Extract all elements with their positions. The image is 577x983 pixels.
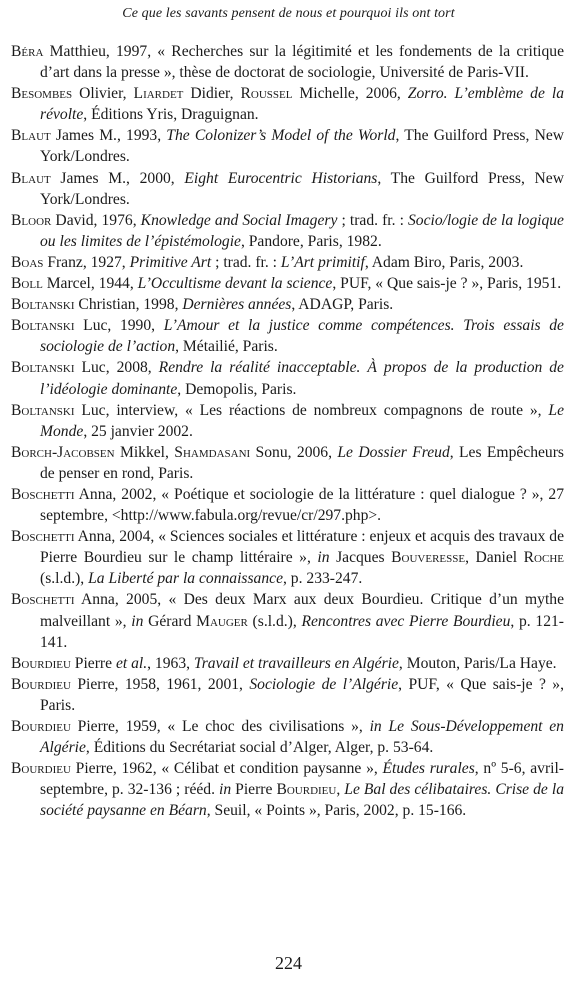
author-name: Bouveresse bbox=[391, 549, 466, 567]
italic-text: Rendre la réalité inacceptable. À propos de la production de l’idéologie dominante bbox=[40, 359, 564, 398]
page-number: 224 bbox=[275, 953, 302, 973]
entry-text: , bbox=[336, 781, 345, 799]
author-name: Liardet bbox=[133, 85, 184, 103]
italic-text: L’Occultisme devant la science bbox=[137, 275, 333, 293]
entry-text: , ADAGP, Paris. bbox=[291, 296, 394, 314]
running-header: Ce que les savants pensent de nous et pourquoi ils ont tort bbox=[122, 6, 455, 21]
entry-text: Mikkel, bbox=[114, 443, 175, 461]
entry-text: , Adam Biro, Paris, 2003. bbox=[364, 253, 524, 271]
entry-text: Christian, 1998, bbox=[74, 296, 183, 314]
author-name: Blaut bbox=[11, 127, 51, 145]
italic-text: The Colonizer’s Model of the World bbox=[166, 127, 396, 145]
entry-text: Luc, 2008, bbox=[74, 359, 159, 377]
entry-text: , Daniel bbox=[465, 549, 524, 567]
italic-text: Dernières années bbox=[182, 296, 292, 314]
entry-text: Gérard bbox=[143, 612, 197, 630]
italic-text: Le Bal des célibataires. Crise de la société paysanne en Béarn bbox=[40, 781, 564, 820]
entry-text: , Demopolis, Paris. bbox=[177, 380, 297, 398]
entry-text: Sonu, 2006, bbox=[250, 443, 338, 461]
bibliography-entry bbox=[11, 168, 564, 210]
entry-text: Franz, 1927, bbox=[43, 253, 130, 271]
author-name: Bourdieu bbox=[11, 675, 71, 693]
italic-text: Le Monde bbox=[40, 401, 564, 440]
bibliography-entry bbox=[11, 484, 564, 526]
entry-text: , nº 5-6, avril-septembre, p. 32-136 ; rééd. bbox=[40, 760, 564, 799]
italic-text: Rencontres avec Pierre Bourdieu bbox=[301, 612, 511, 630]
author-name: Borch-Jacobsen bbox=[11, 443, 115, 461]
entry-text: Didier, bbox=[183, 85, 241, 103]
entry-text: Michelle, 2006, bbox=[292, 85, 408, 103]
entry-text: , 25 janvier 2002. bbox=[83, 422, 193, 440]
author-name: Boltanski bbox=[11, 401, 75, 419]
italic-text: in bbox=[317, 549, 330, 567]
italic-text: Sociologie de l’Algérie bbox=[249, 675, 399, 693]
entry-text: Pierre, 1959, « Le choc des civilisations », bbox=[70, 718, 370, 735]
author-name: Boas bbox=[11, 253, 44, 271]
entry-text: (s.l.d.), bbox=[40, 570, 89, 588]
bibliography-entry bbox=[11, 357, 564, 399]
entry-text: , PUF, « Que sais-je ? », Paris. bbox=[40, 675, 565, 714]
italic-text: in Le Sous-Développement en Algérie bbox=[40, 718, 564, 757]
author-name: Blaut bbox=[11, 169, 51, 187]
author-name: Boschetti bbox=[11, 591, 75, 609]
bibliography-entry bbox=[11, 294, 564, 315]
author-name: Besombes bbox=[11, 85, 73, 103]
bibliography-entry bbox=[11, 589, 564, 652]
italic-text: et al. bbox=[115, 654, 148, 672]
bibliography-entry bbox=[11, 674, 564, 716]
entry-text: Pierre, 1958, 1961, 2001, bbox=[70, 675, 250, 693]
italic-text: Études rurales bbox=[382, 760, 475, 778]
entry-text: , Pandore, Paris, 1982. bbox=[240, 232, 382, 250]
entry-text: Jacques bbox=[329, 549, 392, 567]
author-name: Roche bbox=[523, 549, 564, 567]
entry-text: Luc, 1990, bbox=[74, 317, 164, 335]
bibliography-entry bbox=[11, 315, 564, 357]
entry-text: (s.l.d.), bbox=[247, 612, 302, 630]
entry-text: Anna, 2005, « Des deux Marx aux deux Bourdieu. Critique d’un mythe malveillant », bbox=[40, 591, 564, 630]
entry-text: Anna, 2002, « Poétique et sociologie de la littérature : quel dialogue ? », 27 septembre, <http://www.fabula.org/revue/cr/297.php>. bbox=[40, 485, 564, 525]
italic-text: Travail et travailleurs en Algérie bbox=[193, 654, 399, 672]
bibliography-entry bbox=[11, 442, 564, 484]
entry-text: , PUF, « Que sais-je ? », Paris, 1951. bbox=[332, 275, 562, 293]
bibliography-entry bbox=[11, 210, 564, 252]
entry-text: ; trad. fr. : bbox=[337, 211, 408, 229]
author-name: Bloor bbox=[11, 211, 52, 229]
author-name: Béra bbox=[11, 43, 44, 60]
entry-text: , 1963, bbox=[147, 654, 194, 672]
italic-text: Le Dossier Freud bbox=[337, 443, 450, 461]
author-name: Bourdieu bbox=[11, 718, 71, 735]
italic-text: in bbox=[219, 781, 232, 799]
italic-text: Primitive Art bbox=[129, 253, 212, 271]
author-name: Boltanski bbox=[11, 317, 75, 335]
entry-text: Anna, 2004, « Sciences sociales et littérature : enjeux et acquis des travaux de Pierre Bourdieu sur le champ littéraire », bbox=[40, 528, 564, 567]
italic-text: in bbox=[131, 612, 144, 630]
italic-text: Eight Eurocentric Historians bbox=[184, 169, 378, 187]
bibliography-entry bbox=[11, 83, 564, 125]
author-name: Boltanski bbox=[11, 296, 75, 314]
author-name: Bourdieu bbox=[11, 760, 71, 778]
italic-text: Zorro. L’emblème de la révolte bbox=[40, 85, 564, 124]
bibliography-entry bbox=[11, 125, 564, 167]
author-name: Bourdieu bbox=[11, 654, 71, 672]
author-name: Mauger bbox=[196, 612, 248, 630]
entry-text: , The Guilford Press, New York/Londres. bbox=[40, 169, 564, 208]
entry-text: Pierre bbox=[70, 654, 116, 672]
italic-text: L’Amour et la justice comme compétences. Trois essais de sociologie de l’action bbox=[40, 317, 564, 356]
entry-text: , The Guilford Press, New York/Londres. bbox=[40, 127, 565, 166]
author-name: Shamdasani bbox=[174, 443, 251, 461]
bibliography-entry bbox=[11, 41, 564, 83]
entry-text: Pierre, 1962, « Célibat et condition paysanne », bbox=[70, 760, 383, 778]
entry-text: Pierre bbox=[231, 781, 277, 799]
entry-text: , Mouton, Paris/La Haye. bbox=[398, 654, 557, 672]
bibliography-entry bbox=[11, 758, 564, 821]
entry-text: , Éditions Yris, Draguignan. bbox=[83, 106, 259, 124]
entry-text: Olivier, bbox=[72, 85, 134, 103]
entry-text: David, 1976, bbox=[51, 211, 141, 229]
entry-text: James M., 2000, bbox=[50, 169, 185, 187]
entry-text: , Les Empêcheurs de penser en rond, Paris. bbox=[40, 443, 564, 482]
bibliography-entry bbox=[11, 653, 564, 674]
entry-text: ; trad. fr. : bbox=[211, 253, 281, 271]
author-name: Boltanski bbox=[11, 359, 75, 377]
bibliography-list bbox=[11, 41, 564, 821]
entry-text: , Éditions du Secrétariat social d’Alger, Alger, p. 53-64. bbox=[85, 739, 434, 757]
entry-text: , p. 233-247. bbox=[283, 570, 363, 588]
bibliography-entry bbox=[11, 716, 564, 758]
bibliography-entry bbox=[11, 273, 564, 294]
italic-text: Knowledge and Social Imagery bbox=[140, 211, 338, 229]
author-name: Roussel bbox=[240, 85, 293, 103]
bibliography-entry bbox=[11, 252, 564, 273]
author-name: Bourdieu bbox=[276, 781, 337, 799]
bibliography-entry bbox=[11, 400, 564, 442]
entry-text: , Métailié, Paris. bbox=[175, 338, 278, 356]
entry-text: Matthieu, 1997, « Recherches sur la légitimité et les fondements de la critique d’art dans la presse », thèse de doctorat de sociologie, Université de Paris-VII. bbox=[40, 43, 564, 82]
author-name: Boll bbox=[11, 275, 43, 293]
entry-text: James M., 1993, bbox=[50, 127, 167, 145]
bibliography-entry bbox=[11, 526, 564, 589]
author-name: Boschetti bbox=[11, 485, 75, 503]
italic-text: L’Art primitif bbox=[280, 253, 365, 271]
entry-text: , Seuil, « Points », Paris, 2002, p. 15-166. bbox=[206, 802, 467, 820]
author-name: Boschetti bbox=[11, 528, 75, 546]
italic-text: Socio/logie de la logique ou les limites de l’épistémologie bbox=[40, 211, 564, 250]
entry-text: Luc, interview, « Les réactions de nombreux compagnons de route », bbox=[74, 401, 549, 419]
entry-text: Marcel, 1944, bbox=[42, 275, 138, 293]
entry-text: , p. 121-141. bbox=[40, 612, 564, 651]
italic-text: La Liberté par la connaissance bbox=[88, 570, 283, 588]
